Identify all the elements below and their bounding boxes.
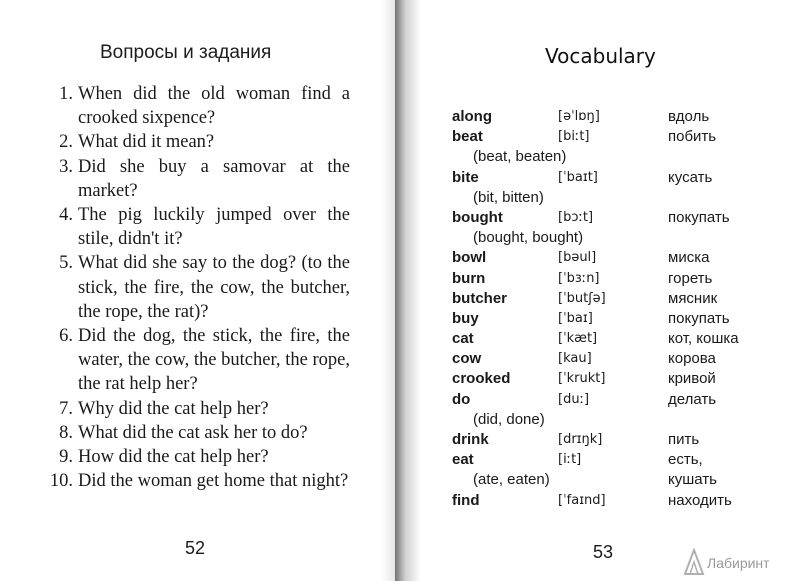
question-number: 7.: [59, 398, 73, 419]
vocabulary-title: Vocabulary: [545, 44, 656, 68]
labirint-watermark: [683, 548, 795, 578]
question-text: How did the cat help her?: [78, 447, 269, 468]
vocab-entry: [395, 390, 800, 410]
vocab-entry: [395, 491, 800, 511]
vocab-translation: делать: [668, 390, 717, 408]
vocab-translation: кушать: [668, 471, 717, 489]
vocab-transcription: [bəul]: [558, 250, 597, 266]
vocab-entry: [395, 289, 800, 309]
question-number: 2.: [59, 132, 73, 153]
vocab-entry: [395, 430, 800, 450]
vocab-translation: миска: [668, 249, 710, 267]
vocab-entry: [395, 269, 800, 289]
vocab-transcription: [ˈbaɪt]: [558, 169, 598, 185]
vocab-translation: кот, кошка: [668, 330, 739, 348]
vocab-translation: гореть: [668, 269, 713, 287]
vocab-transcription: [biːt]: [558, 129, 590, 145]
question-number: 9.: [59, 447, 73, 468]
vocab-transcription: [ˈbaɪ]: [558, 310, 593, 326]
page-number-right: 53: [593, 542, 614, 562]
vocab-verb-forms: (beat, beaten): [473, 148, 567, 166]
question-item: [0, 82, 395, 130]
vocab-transcription: [bɔːt]: [558, 209, 594, 225]
vocab-word: drink: [452, 431, 489, 448]
vocab-transcription: [kau]: [558, 351, 592, 367]
question-text: When did the old woman find a crooked sixpence?: [78, 84, 350, 129]
vocab-verb-forms: (did, done): [473, 410, 545, 428]
vocab-word: find: [452, 491, 480, 509]
vocab-entry: [395, 107, 800, 127]
vocab-word: crooked: [452, 370, 511, 388]
question-item: [0, 469, 395, 493]
questions-list: [0, 82, 395, 493]
vocab-entry: [395, 369, 800, 389]
vocab-transcription: [ˈkrukt]: [558, 371, 606, 387]
vocab-word: butcher: [452, 289, 508, 307]
watermark-text: Лабиринт: [707, 555, 770, 571]
labirint-logo-icon: [683, 548, 705, 576]
vocab-forms: [395, 470, 800, 490]
vocab-translation: кривой: [668, 370, 716, 388]
questions-title: Вопросы и задания: [100, 42, 272, 63]
vocab-word: along: [452, 108, 492, 125]
question-text: Did she buy a samovar at the market?: [78, 156, 350, 201]
vocab-word: cat: [452, 330, 474, 348]
vocab-entry: [395, 208, 800, 228]
vocab-forms: [395, 410, 800, 430]
vocab-entry: [395, 450, 800, 470]
vocab-entry: [395, 309, 800, 329]
vocab-translation: покупать: [668, 309, 730, 327]
vocab-translation: кусать: [668, 168, 713, 186]
question-text: Did the woman get home that night?: [78, 471, 349, 492]
question-text: What did the cat ask her to do?: [78, 422, 308, 443]
vocab-transcription: [ˈbutʃə]: [558, 290, 606, 306]
question-item: [0, 397, 395, 421]
question-number: 3.: [59, 156, 73, 177]
question-number: 4.: [59, 205, 73, 226]
vocab-entry: [395, 329, 800, 349]
question-item: [0, 421, 395, 445]
vocab-translation: находить: [668, 491, 732, 509]
vocab-entry: [395, 127, 800, 147]
vocab-transcription: [əˈlɒŋ]: [558, 109, 600, 124]
vocab-word: eat: [452, 451, 474, 469]
vocab-transcription: [ˈkæt]: [558, 331, 598, 347]
question-text: Did the dog, the stick, the fire, the water, the cow, the butcher, the rope, the rat help her?: [78, 326, 350, 395]
vocab-entry: [395, 168, 800, 188]
question-number: 10.: [49, 471, 73, 492]
vocab-word: bowl: [452, 249, 487, 267]
vocab-entry: [395, 248, 800, 268]
vocab-translation: есть,: [668, 451, 703, 469]
vocab-translation: пить: [668, 431, 700, 448]
vocab-forms: [395, 147, 800, 167]
vocab-verb-forms: (bit, bitten): [473, 188, 544, 206]
vocabulary-list: [395, 107, 800, 511]
vocab-word: beat: [452, 128, 483, 146]
question-item: [0, 251, 395, 324]
left-page: [0, 0, 395, 581]
question-item: [0, 203, 395, 251]
vocab-transcription: [duː]: [558, 391, 590, 407]
vocab-transcription: [ˈbɜːn]: [558, 270, 600, 286]
vocab-verb-forms: (ate, eaten): [473, 471, 550, 489]
question-item: [0, 324, 395, 397]
vocab-translation: мясник: [668, 289, 718, 307]
vocab-word: burn: [452, 269, 486, 287]
question-item: [0, 445, 395, 469]
question-item: [0, 130, 395, 154]
vocab-forms: [395, 188, 800, 208]
question-text: What did she say to the dog? (to the stick, the fire, the cow, the butcher, the rope, the rat)?: [78, 253, 350, 322]
question-text: What did it mean?: [78, 132, 215, 153]
vocab-word: bought: [452, 208, 503, 226]
vocab-transcription: [iːt]: [558, 452, 582, 468]
vocab-transcription: [ˈfaɪnd]: [558, 492, 606, 508]
vocab-transcription: [drɪŋk]: [558, 432, 603, 447]
question-number: 8.: [59, 422, 73, 443]
vocab-translation: вдоль: [668, 108, 710, 125]
vocab-word: buy: [452, 309, 479, 327]
vocab-word: bite: [452, 168, 479, 186]
question-number: 1.: [59, 84, 73, 104]
vocab-entry: [395, 349, 800, 369]
page-number-left: 52: [185, 538, 206, 558]
question-item: [0, 155, 395, 203]
vocab-translation: корова: [668, 350, 716, 368]
question-number: 5.: [59, 253, 73, 274]
vocab-verb-forms: (bought, bought): [473, 229, 584, 247]
right-page: [395, 0, 800, 581]
question-number: 6.: [59, 326, 73, 347]
vocab-word: do: [452, 390, 471, 408]
vocab-word: cow: [452, 350, 482, 368]
vocab-translation: побить: [668, 128, 717, 146]
question-text: The pig luckily jumped over the stile, didn't it?: [78, 205, 350, 250]
question-text: Why did the cat help her?: [78, 398, 269, 419]
vocab-translation: покупать: [668, 208, 730, 226]
vocab-forms: [395, 228, 800, 248]
